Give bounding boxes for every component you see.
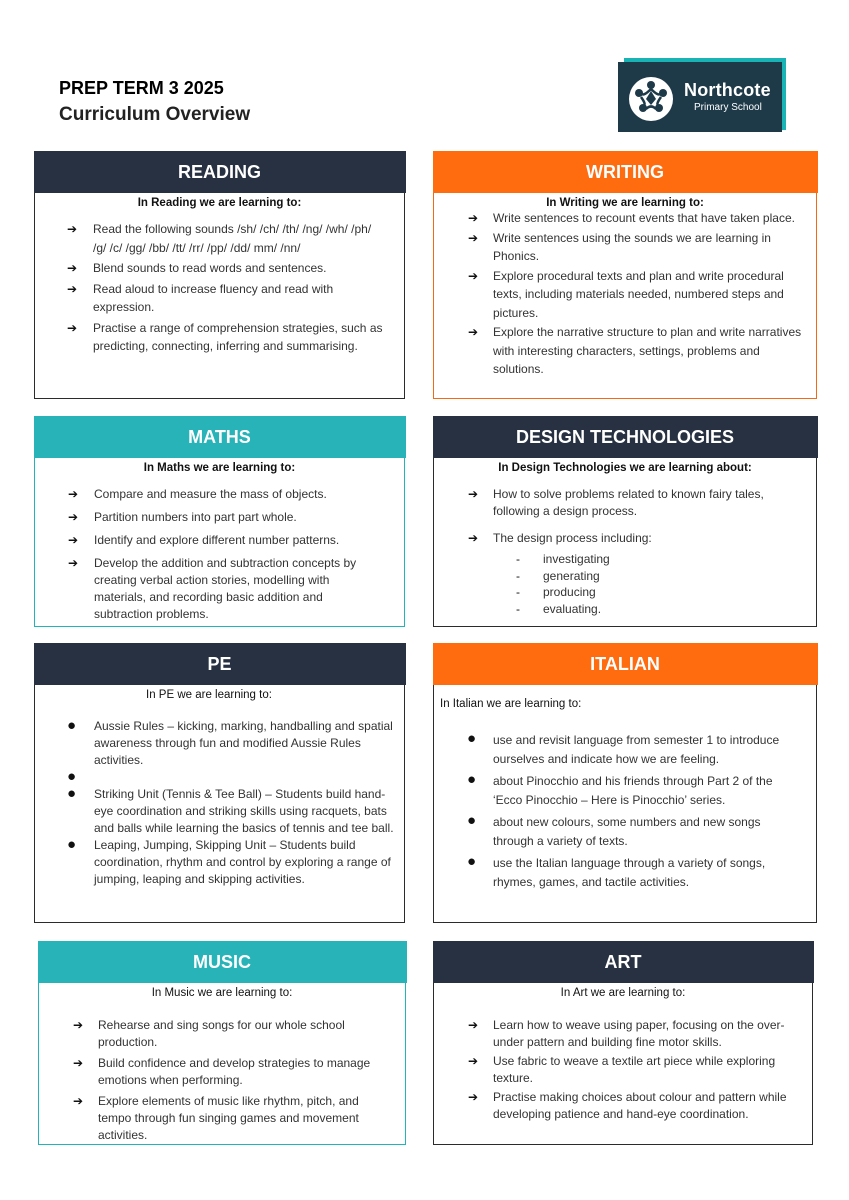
logo-school-subtitle: Primary School	[694, 102, 762, 113]
reading-list	[67, 220, 385, 356]
list-item: ➔ Read aloud to increase fluency and read with expression.	[67, 281, 334, 314]
list-item: ➔ Identify and explore different number patterns.	[68, 533, 340, 547]
writing-intro: In Writing we are learning to:	[546, 197, 704, 209]
list-item: - generating	[516, 568, 600, 583]
list-item: ➔ Explore elements of music like rhythm, pitch, and tempo through fun singing games and movement activities.	[73, 1094, 359, 1142]
reading-heading: READING	[34, 151, 406, 193]
list-item: - producing	[516, 585, 596, 599]
pe-intro: In PE we are learning to:	[146, 689, 272, 701]
list-item: ➔ Rehearse and sing songs for our whole school production.	[73, 1018, 345, 1049]
logo-school-name: Northcote	[684, 80, 771, 100]
maths-intro: In Maths we are learning to:	[143, 462, 296, 474]
list-item: - evaluating.	[516, 601, 602, 616]
school-logo	[618, 58, 786, 132]
page-title: PREP TERM 3 2025	[59, 78, 224, 98]
italian-list	[467, 731, 797, 891]
list-item: ● about new colours, some numbers and new songs through a variety of texts.	[467, 812, 761, 848]
list-item: ● Leaping, Jumping, Skipping Unit – Students build coordination, rhythm and control by exploring a range of jumping, leaping and skipping activities.	[67, 836, 391, 886]
italian-intro: In Italian we are learning to:	[440, 698, 582, 710]
art-heading: ART	[433, 941, 814, 983]
list-item: ➔ Learn how to weave using paper, focusing on the over-under pattern and building fine motor skills.	[468, 1018, 785, 1049]
page-subtitle: Curriculum Overview	[59, 104, 251, 125]
list-item: ➔ Read the following sounds /sh/ /ch/ /th/ /ng/ /wh/ /ph/ /g/ /c/ /gg/ /bb/ /tt/ /rr/ /pp/ /dd/ mm/ /nn/	[67, 222, 372, 255]
list-item: ➔ Explore procedural texts and plan and write procedural texts, including materials needed, numbered steps and pictures.	[468, 268, 784, 320]
music-list	[73, 1017, 391, 1144]
music-heading: MUSIC	[38, 941, 407, 983]
pe-list	[67, 718, 399, 888]
writing-panel	[433, 151, 817, 399]
design-technologies-heading: DESIGN TECHNOLOGIES	[433, 416, 818, 458]
art-intro: In Art we are learning to:	[560, 987, 686, 999]
reading-intro: In Reading we are learning to:	[137, 197, 302, 209]
list-item: ➔ Blend sounds to read words and sentences.	[67, 261, 327, 275]
list-item: ➔ The design process including:	[468, 531, 652, 545]
list-item: ➔ How to solve problems related to known fairy tales, following a design process.	[468, 487, 764, 518]
list-item: ➔ Practise making choices about colour and pattern while developing patience and hand-eye coordination.	[468, 1090, 787, 1121]
writing-list	[468, 209, 804, 379]
list-item: ●	[67, 768, 77, 785]
list-item: ➔ Write sentences to recount events that have taken place.	[468, 211, 795, 225]
list-item: ➔ Compare and measure the mass of objects.	[68, 487, 327, 501]
art-list	[468, 1017, 798, 1123]
list-item: ● Aussie Rules – kicking, marking, handballing and spatial awareness through fun and modified Aussie Rules activities.	[67, 717, 393, 767]
italian-panel	[433, 643, 817, 923]
list-item: ● use and revisit language from semester 1 to introduce ourselves and indicate how we are feeling.	[467, 730, 780, 766]
art-panel	[433, 941, 813, 1145]
pe-panel	[34, 643, 405, 923]
list-item: ● about Pinocchio and his friends through Part 2 of the ‘Ecco Pinocchio – Here is Pinocchio’ series.	[467, 771, 773, 807]
music-intro: In Music we are learning to:	[151, 987, 293, 999]
list-item: - investigating	[516, 552, 610, 566]
maths-list	[68, 486, 383, 623]
pe-heading: PE	[34, 643, 406, 685]
list-item: ➔ Partition numbers into part part whole.	[68, 510, 297, 524]
list-item: ➔ Write sentences using the sounds we are learning in Phonics.	[468, 230, 771, 263]
design-technologies-panel	[433, 416, 817, 627]
writing-heading: WRITING	[433, 151, 818, 193]
italian-heading: ITALIAN	[433, 643, 818, 685]
list-item: ➔ Practise a range of comprehension strategies, such as predicting, connecting, inferring and summarising.	[67, 320, 383, 353]
list-item: ➔ Use fabric to weave a textile art piece while exploring texture.	[468, 1054, 776, 1085]
design-technologies-list	[468, 486, 798, 547]
list-item: ➔ Explore the narrative structure to plan and write narratives with interesting characters, settings, problems and solutions.	[468, 325, 802, 376]
list-item: ● use the Italian language through a variety of songs, rhymes, games, and tactile activities.	[467, 853, 766, 889]
reading-panel	[34, 151, 405, 399]
maths-heading: MATHS	[34, 416, 406, 458]
maths-panel	[34, 416, 405, 627]
northcote-emblem-icon	[626, 74, 676, 124]
list-item: ➔ Build confidence and develop strategies to manage emotions when performing.	[73, 1056, 371, 1087]
list-item: ● Striking Unit (Tennis & Tee Ball) – Students build hand-eye coordination and striking skills using racquets, bats and balls while learning the basics of tennis and tee ball.	[67, 785, 394, 835]
design-process-sublist	[516, 551, 816, 617]
list-item: ➔ Develop the addition and subtraction concepts by creating verbal action stories, modelling with materials, and recording basic addition and subtraction problems.	[68, 556, 357, 621]
music-panel	[38, 941, 406, 1145]
design-technologies-intro: In Design Technologies we are learning about:	[498, 462, 752, 474]
